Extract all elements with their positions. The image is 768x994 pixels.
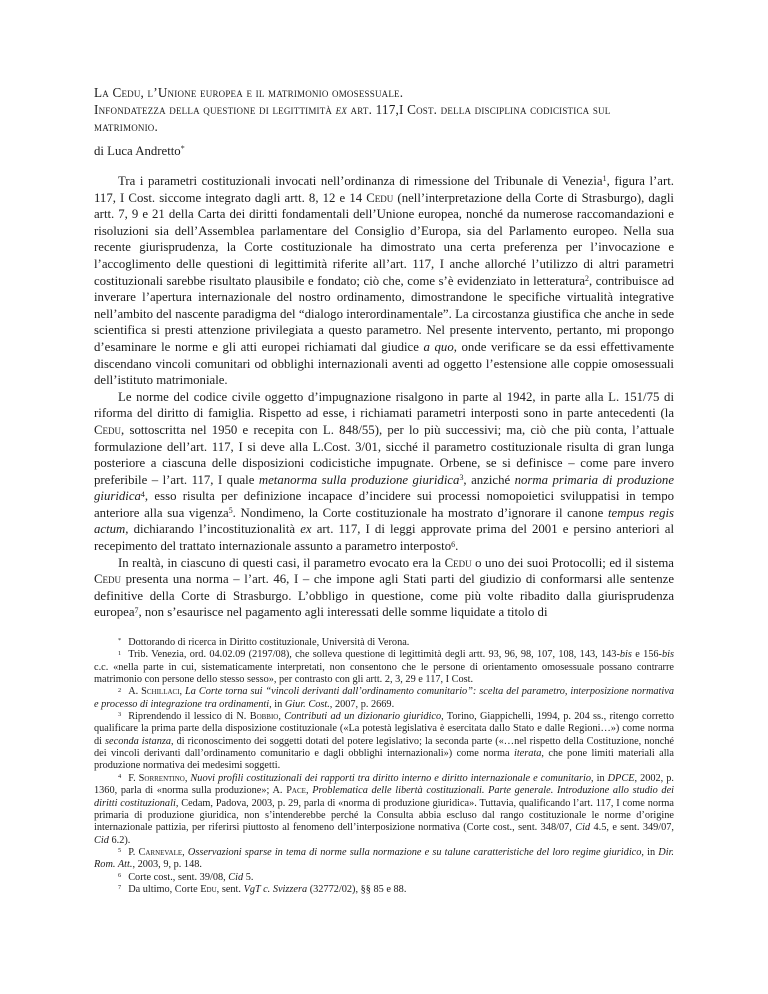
footnote <box>94 711 674 773</box>
footnote <box>94 847 674 872</box>
text-run: Cid <box>94 834 109 846</box>
text-run: , <box>278 711 285 723</box>
footnote <box>94 686 674 711</box>
text-run: La Corte torna sui “vincoli derivanti dall’ordinamento comunitario”: scelta del parametro, interposizione normativa e processo di integrazione tra ordinamenti <box>94 686 674 710</box>
text-run: Edu <box>200 883 217 895</box>
text-run: , non s’esaurisce nel pagamento agli interessati delle somme liquidate a titolo di <box>138 605 548 620</box>
text-run: , di riconoscimento dei soggetti dotati del potere legislativo; la seconda parte («…nel rispetto della Costituzione, nonché dei vincoli derivanti dall’ordinamento comunitario e dagli obblighi internazionali») come norma <box>94 735 675 760</box>
title-line-2 <box>94 101 674 135</box>
text-run: Cid <box>228 871 244 883</box>
footnote <box>94 872 674 884</box>
footnote <box>94 649 674 686</box>
text-run: In realtà, in ciascuno di questi casi, il parametro evocato era la <box>118 555 445 570</box>
text-run: Dottorando di ricerca in Diritto costituzionale, Università di Verona. <box>128 637 410 649</box>
text-run: Le norme del codice civile oggetto d’impugnazione risalgono in parte al 1942, in parte alla L. 151/75 di riforma del diritto di famiglia. Rispetto ad esse, i richiamati parametri interposti sono in parte antecedenti (la <box>94 389 674 421</box>
text-run: Cedu <box>444 555 472 570</box>
text-run: Carnevale <box>138 846 183 858</box>
text-run: metanorma sulla produzione giuridica <box>258 472 460 487</box>
text-run: , <box>179 686 186 698</box>
text-run: , dichiarando l’incostituzionalità <box>125 522 301 537</box>
text-run: 6.2). <box>108 834 131 846</box>
text-run: Bobbio <box>249 711 279 723</box>
footnote-mark: 3 <box>118 711 122 719</box>
footnotes-section <box>94 637 674 896</box>
text-run: seconda istanza <box>105 735 171 747</box>
text-run: 4.5, e sent. 349/07, <box>590 822 675 834</box>
text-run: Sorrentino <box>138 772 185 784</box>
text-run: , che pone limiti materiali alla produzione normativa dei medesimi soggetti. <box>94 748 674 772</box>
text-run: Cid <box>575 822 591 834</box>
footnote <box>94 884 674 896</box>
text-run: presenta una norma – l’art. 46, I – che impone agli Stati parti del giudizio di conformarsi alle sentenze definitive della Corte di Strasburgo. L’obbligo in questione, come più volte ribadito dalla giurisprudenza europea <box>94 572 674 620</box>
text-run: DPCE <box>607 772 635 784</box>
text-run: , in <box>591 772 608 784</box>
footnote-mark: 2 <box>118 686 122 694</box>
text-run: Nuovi profili costituzionali dei rapporti tra diritto interno e diritto internazionale e comunitario <box>190 772 592 784</box>
text-run: , 2007, p. 2669. <box>329 698 395 710</box>
text-run: c.c. «nella parte in cui, sistematicamente interpretati, non consentono che le persone di orientamento omosessuale possano contrarre matrimonio con persone dello stesso sesso», per contrasto con gli artt. 2, 3, 29 e 117, I Cost. <box>94 661 674 686</box>
footnote-ref: 5 <box>228 506 233 516</box>
text-run: , <box>182 846 188 858</box>
footnote <box>94 637 674 649</box>
text-run: bis <box>619 649 632 661</box>
footnote-mark: 4 <box>118 772 122 780</box>
footnote-ref: 4 <box>140 489 145 499</box>
article-body <box>94 173 674 621</box>
footnote-ref: 6 <box>451 539 456 549</box>
footnote-mark: * <box>118 637 122 645</box>
article-title <box>94 84 674 135</box>
text-run: a quo <box>423 339 454 354</box>
text-run: Riprendendo il lessico di N. <box>128 711 250 723</box>
text-run: 5. <box>243 871 254 883</box>
text-run: Cedu <box>94 572 122 587</box>
text-run: Schillaci <box>141 686 180 698</box>
footnote-mark: 6 <box>118 871 122 879</box>
text-run: bis <box>661 649 675 661</box>
text-run: ex <box>300 522 312 537</box>
text-run: Pace <box>286 785 306 797</box>
text-run: Infondatezza della questione di legittimità <box>94 102 336 117</box>
paragraph <box>94 173 674 389</box>
footnote-mark: 7 <box>118 884 122 892</box>
text-run: Osservazioni sparse in tema di norme sulla normazione e su talune caratteristiche del loro regime giuridico <box>187 846 642 858</box>
text-run: (32772/02), §§ 85 e 88. <box>307 883 407 895</box>
text-run: ex <box>335 102 348 117</box>
text-run: Giur. Cost. <box>284 698 330 710</box>
footnote-mark: 1 <box>118 649 122 657</box>
text-run: , contribuisce ad inverare l’apertura internazionale del nostro ordinamento, dimostrandone le specifiche virtualità integrative nell’ambito del nascente paradigma del “dialogo interordinamentale”. La circostanza giustifica che anche in sede scientifica si presti attenzione privilegiata a questo parametro. Nel presente intervento, pertanto, mi propongo d’esaminare le norme e gli atti europei richiamati dal giudice <box>94 273 674 354</box>
footnote-mark: 5 <box>118 847 122 855</box>
text-run: Da ultimo, Corte <box>128 883 201 895</box>
title-line-1 <box>94 84 674 101</box>
text-run: o uno dei suoi Protocolli; ed il sistema <box>471 555 674 570</box>
text-run: , figura l’art. 117, I Cost. siccome integrato dagli artt. 8, 12 e 14 <box>94 174 674 205</box>
text-run: P. <box>128 846 139 858</box>
text-run: La Cedu, l’Unione europea e il matrimonio omosessuale. <box>94 85 404 100</box>
text-run: A. <box>128 686 142 698</box>
footnote-ref: 3 <box>459 473 464 483</box>
text-run: Problematica delle libertà costituzionali. Parte generale. Introduzione allo studio dei diritti costituzionali <box>94 785 675 809</box>
paragraph <box>94 555 674 621</box>
text-run: di Luca Andretto <box>94 144 181 158</box>
footnote-ref: 1 <box>602 174 607 184</box>
text-run: , Cedam, Padova, 2003, p. 29, parla di «norma di produzione giuridica». Tuttavia, qualificando l’art. 117, I come norma primaria di produzione giuridica, non s’intenderebbe perché la Consulta abbia escluso dal rango costituzionale le norme d’origine internazionale pattizia, per riferirsi piuttosto al fenomeno dell’interposizione normativa (Corte cost., sent. 348/07, <box>94 797 674 834</box>
text-run: VgT c. Svizzera <box>243 883 308 895</box>
text-run: , Torino, Giappichelli, 1994, p. 204 ss., ritengo corretto qualificare la prima parte della disposizione costituzionale («La potestà legislativa è esercitata dallo Stato e dalle Regioni…») come norma di <box>94 711 674 747</box>
text-run: norma primaria di produzione giuridica <box>94 472 674 504</box>
text-run: art. 117, I di leggi approvate prima del 2001 e persino anteriori al recepimento del trattato internazionale assunto a parametro interposto <box>94 522 675 554</box>
text-run: , esso risulta per definizione incapace d’incidere sui processi nomopoietici sviluppatisi in tempo anteriore alla sua vigenza <box>94 489 674 520</box>
text-run: tempus regis actum <box>94 505 675 537</box>
text-run: , <box>305 785 313 797</box>
text-run: , anziché <box>463 472 515 487</box>
footnote <box>94 773 674 847</box>
text-run: , onde verificare se da essi effettivamente discendano vincoli comunitari od obblighi internazionali aventi ad oggetto l’estensione alle coppie omosessuali dell’istituto matrimoniale. <box>94 339 675 388</box>
text-run: Corte cost., sent. 39/08, <box>128 871 229 883</box>
text-run: Dir. Rom. Att. <box>94 846 675 871</box>
text-run: Trib. Venezia, ord. 04.02.09 (2197/08), che solleva questione di legittimità degli artt. 93, 96, 98, 107, 108, 143, 143- <box>128 649 620 661</box>
text-run: e 156- <box>631 649 662 661</box>
footnote-ref: 7 <box>134 605 139 615</box>
text-run: , in <box>641 846 659 858</box>
text-run: Tra i parametri costituzionali invocati nell’ordinanza di rimessione del Tribunale di Venezia <box>118 174 603 188</box>
text-run: Cedu <box>94 422 122 437</box>
text-run: , 2003, 9, p. 148. <box>132 859 202 871</box>
text-run: , <box>184 772 191 784</box>
text-run: Contributi ad un dizionario giuridico <box>284 711 442 723</box>
text-run: , sent. <box>216 883 244 895</box>
text-run: , sottoscritta nel 1950 e recepita con L. 848/55), per lo più successivi; ma, ciò che più conta, l’attuale formulazione dell’art. 117, I si deve alla L.Cost. 3/01, sicché il parametro costituzionale risulta di gran lunga posteriore a ciascuna delle disposizioni codicistiche impugnate. Orbene, se si definisce – come pare invero preferibile – l’art. 117, I quale <box>94 422 674 487</box>
footnote-ref: * <box>180 144 185 154</box>
text-run: , in <box>269 698 285 710</box>
text-run: iterata <box>513 748 542 760</box>
text-run: . <box>455 539 459 554</box>
paragraph <box>94 389 674 555</box>
text-run: , 2002, p. 1360, parla di «norma sulla produzione»; A. <box>94 772 674 797</box>
text-run: Cedu <box>366 190 394 205</box>
text-run: F. <box>128 772 139 784</box>
text-run: (nell’interpretazione della Corte di Strasburgo), dagli artt. 7, 9 e 21 della Carta dei diritti fondamentali dell’Unione europea, nonché da numerose raccomandazioni e risoluzioni sia dell’Assemblea parlamentare del Consiglio d’Europa, sia del Parlamento europeo. Nella sua recente giurisprudenza, la Corte costituzionale ha dimostrato una certa preferenza per l’invocazione e l’accoglimento delle questioni di legittimità riferite all’art. 117, I anche allorché l’utilizzo di altri parametri costituzionali sarebbe risultato plausibile e fondato; ciò che, come s’è evidenziato in letteratura <box>94 190 674 288</box>
text-run: art. 117,I Cost. della disciplina codicistica sul matrimonio. <box>94 102 611 134</box>
text-run: . Nondimeno, la Corte costituzionale ha mostrato d’ignorare il canone <box>232 505 608 520</box>
footnote-ref: 2 <box>585 274 590 283</box>
author-line <box>94 143 674 159</box>
